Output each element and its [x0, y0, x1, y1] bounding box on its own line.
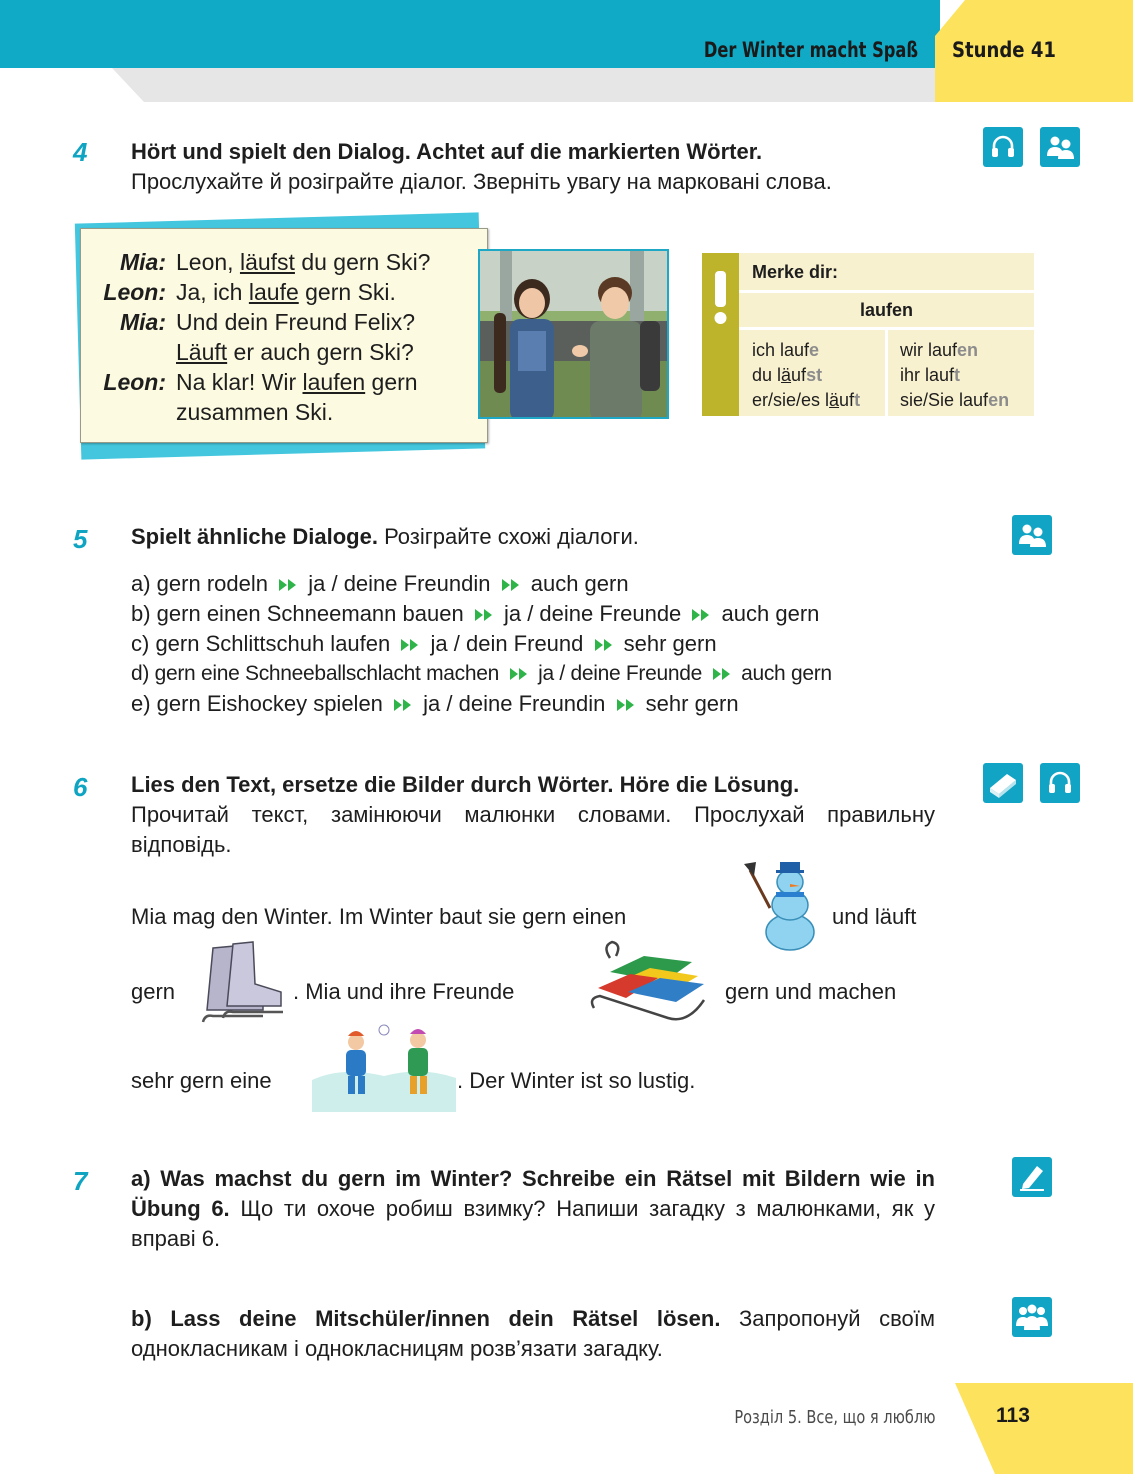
instruction-de: Lies den Text, ersetze die Bilder durch Wörter. Höre die Lösung. — [131, 772, 800, 797]
double-arrow-icon — [501, 578, 521, 592]
instruction-ua: Прослухайте й розіграйте діалог. Зверніть увагу на марковані слова. — [131, 169, 832, 194]
exercise-instruction — [131, 770, 935, 860]
double-arrow-icon — [616, 698, 636, 712]
snowball-fight-picture — [312, 1020, 456, 1115]
list-item: a) gern rodeln ja / deine Freundin auch gern — [131, 571, 629, 596]
exercise-7b — [131, 1304, 935, 1364]
chapter-name: Розділ 5. Все, що я люблю — [733, 1407, 935, 1428]
exercise-number: 4 — [73, 137, 88, 167]
text-segment: . Mia und ihre Freunde — [293, 979, 515, 1004]
instruction-de: b) Lass deine Mitschüler/innen dein Rätsel lösen. — [131, 1306, 721, 1331]
snowman-picture — [742, 860, 824, 952]
headphones-icon[interactable] — [983, 127, 1023, 167]
skates-picture — [193, 940, 291, 1032]
line-text: Und dein Freund Felix? — [176, 309, 416, 335]
line-text: gern Ski. — [298, 279, 396, 305]
lesson-number: Stunde 41 — [952, 38, 1056, 62]
line-text: Na klar! Wir — [176, 369, 303, 395]
double-arrow-icon — [474, 608, 494, 622]
speaker: Mia: — [120, 249, 166, 275]
line-text: zusammen Ski. — [176, 399, 334, 425]
double-arrow-icon — [278, 578, 298, 592]
double-arrow-icon — [594, 638, 614, 652]
list-item: c) gern Schlittschuh laufen ja / dein Freund sehr gern — [131, 631, 717, 656]
unit-title: Der Winter macht Spaß — [703, 38, 918, 62]
children-photo — [478, 249, 669, 419]
list-item: e) gern Eishockey spielen ja / deine Freundin sehr gern — [131, 691, 739, 716]
marked-word: laufe — [248, 279, 299, 305]
instruction-ua: Що ти охоче робиш взимку? Напиши загадку з малюнками, як у вправі 6. — [131, 1196, 935, 1251]
double-arrow-icon — [691, 608, 711, 622]
instruction-ua: Розіграйте схожі діалоги. — [377, 524, 639, 549]
conjugation-plural: wir laufen ihr lauft sie/Sie laufen — [900, 340, 1010, 410]
list-item: d) gern eine Schneeballschlacht machen ja / deine Freunde auch gern — [131, 662, 832, 685]
instruction-ua: Прочитай текст, замінюючи малюнки словами. Прослухай правильну відповідь. — [131, 802, 935, 857]
exercise-number: 7 — [73, 1166, 88, 1196]
text-segment: Mia mag den Winter. Im Winter baut sie gern einen — [131, 904, 627, 929]
sled-picture — [588, 938, 710, 1033]
pair-work-icon[interactable] — [1040, 127, 1080, 167]
line-text: Leon, — [176, 249, 240, 275]
marked-word: läufst — [239, 249, 295, 275]
pair-work-icon[interactable] — [1012, 515, 1052, 555]
conjugation-singular: ich laufe du läufst er/sie/es läuft — [752, 340, 861, 410]
book-icon[interactable] — [983, 763, 1023, 803]
page-number-tab — [955, 1383, 1133, 1474]
grammar-note-box — [702, 253, 1034, 416]
speaker: Leon: — [103, 279, 166, 305]
speaker: Mia: — [120, 309, 166, 335]
exercise-number: 5 — [73, 524, 88, 554]
line-text: gern — [365, 369, 418, 395]
exercise-7a — [131, 1164, 935, 1254]
note-title: Merke dir: — [752, 262, 839, 282]
double-arrow-icon — [393, 698, 413, 712]
pencil-icon[interactable] — [1012, 1157, 1052, 1197]
exercise-number: 6 — [73, 772, 88, 802]
header-stripe — [112, 68, 940, 102]
line-text: er auch gern Ski? — [227, 339, 414, 365]
instruction-de: Hört und spielt den Dialog. Achtet auf die markierten Wörter. — [131, 139, 763, 164]
dialog-box — [80, 228, 488, 443]
line-text: du gern Ski? — [294, 249, 431, 275]
marked-word: Läuft — [176, 339, 228, 365]
double-arrow-icon — [712, 667, 732, 681]
text-segment: gern — [131, 979, 176, 1004]
double-arrow-icon — [400, 638, 420, 652]
dialog-prompts-list — [131, 569, 832, 719]
marked-word: laufen — [302, 369, 366, 395]
exercise-instruction — [131, 137, 935, 197]
exclamation-icon — [702, 253, 739, 416]
group-work-icon[interactable] — [1012, 1297, 1052, 1337]
list-item: b) gern einen Schneemann bauen ja / deine Freunde auch gern — [131, 601, 820, 626]
page-number: 113 — [996, 1404, 1030, 1427]
text-segment: sehr gern eine — [131, 1068, 272, 1093]
headphones-icon[interactable] — [1040, 763, 1080, 803]
text-segment: und läuft — [832, 904, 917, 929]
instruction-de: a) Was machst du gern im Winter? Schreibe ein Rätsel mit Bildern wie in Übung 6. — [131, 1166, 935, 1221]
line-text: Ja, ich — [176, 279, 249, 305]
exercise-instruction — [131, 522, 935, 552]
speaker: Leon: — [103, 369, 166, 395]
text-segment: . Der Winter ist so lustig. — [457, 1068, 696, 1093]
note-verb: laufen — [859, 300, 913, 320]
instruction-de: Spielt ähnliche Dialoge. — [131, 524, 378, 549]
text-segment: gern und machen — [725, 979, 897, 1004]
double-arrow-icon — [509, 667, 529, 681]
instruction-ua: Запропонуй своїм однокласникам і однокласницям розв’язати загадку. — [131, 1306, 935, 1361]
